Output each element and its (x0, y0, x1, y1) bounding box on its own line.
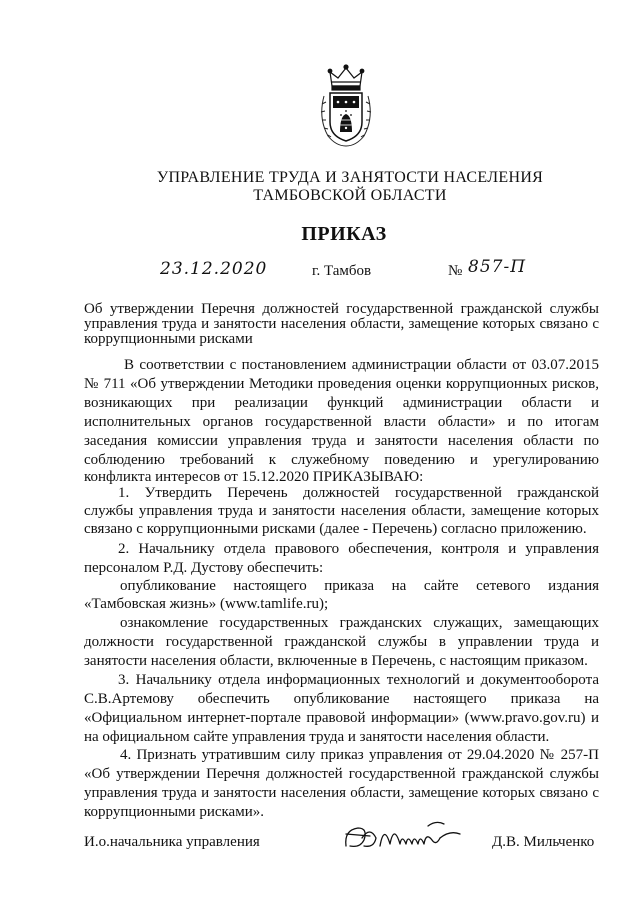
body-line: В соответствии с постановлением администрации области от 03.07.2015 (124, 357, 599, 373)
title-line: Об утверждении Перечня должностей государственной гражданской службы (84, 301, 599, 317)
coat-of-arms-icon (316, 60, 376, 148)
body-line: управления труда и занятости населения области, замещение которых связано с (84, 785, 599, 801)
organization-name-line-1: УПРАВЛЕНИЕ ТРУДА И ЗАНЯТОСТИ НАСЕЛЕНИЯ (156, 169, 544, 186)
title-line: управления труда и занятости населения области, замещение которых связано с (84, 316, 599, 332)
body-line: С.В.Артемову обеспечить опубликование настоящего приказа на (84, 691, 599, 707)
document-number-prefix: № (448, 263, 463, 279)
body-line: «Тамбовская жизнь» (www.tamlife.ru); (84, 596, 329, 612)
body-line: 1. Утвердить Перечень должностей государственной гражданской (118, 485, 599, 501)
body-line: ознакомление государственных гражданских служащих, замещающих (120, 615, 599, 631)
signatory-name: Д.В. Мильченко (492, 834, 595, 850)
title-line: коррупционными рисками (84, 331, 253, 347)
body-line: на официальном сайте управления труда и занятости населения области. (84, 729, 550, 745)
signatory-position: И.о.начальника управления (84, 834, 260, 850)
body-line: коррупционными рисками». (84, 804, 264, 820)
body-line: службы управления труда и занятости населения области, замещение которых (84, 503, 599, 519)
body-line: связано с коррупционными рисками (далее - Перечень) согласно приложению. (84, 521, 587, 537)
body-line: 4. Признать утратившим силу приказ управления от 29.04.2020 № 257-П (120, 747, 599, 763)
body-line: «Официальном интернет-портале правовой информации» (www.pravo.gov.ru) и (84, 710, 599, 726)
document-type: ПРИКАЗ (301, 223, 387, 245)
document-date: 23.12.2020 (160, 259, 268, 279)
body-line: занятости населения области, включенные в Перечень, с настоящим приказом. (84, 653, 588, 669)
body-line: конфликта интересов от 15.12.2020 ПРИКАЗЫВАЮ: (84, 469, 424, 485)
body-line: опубликование настоящего приказа на сайте сетевого издания (120, 578, 599, 594)
body-line: заседания комиссии управления труда и занятости населения области по (84, 433, 599, 449)
body-line: 2. Начальнику отдела правового обеспечения, контроля и управления (118, 541, 599, 557)
handwritten-signature (340, 816, 470, 860)
body-line: возникающих при реализации функций администрации области и (84, 395, 599, 411)
body-line: соблюдению требований к служебному поведению и урегулированию (84, 452, 599, 468)
body-line: № 711 «Об утверждении Методики проведения оценки коррупционных рисков, (84, 376, 599, 392)
body-line: исполнительных органов государственной власти области» и по итогам (84, 414, 599, 430)
body-line: персоналом Р.Д. Дустову обеспечить: (84, 560, 324, 576)
document-number: 857-П (468, 257, 527, 277)
body-line: «Об утверждении Перечня должностей государственной гражданской службы (84, 766, 599, 782)
document-city: г. Тамбов (312, 263, 372, 279)
organization-name-line-2: ТАМБОВСКОЙ ОБЛАСТИ (253, 187, 447, 204)
body-line: 3. Начальнику отдела информационных технологий и документооборота (118, 672, 599, 688)
body-line: должности государственной гражданской службы в управлении труда и (84, 634, 599, 650)
